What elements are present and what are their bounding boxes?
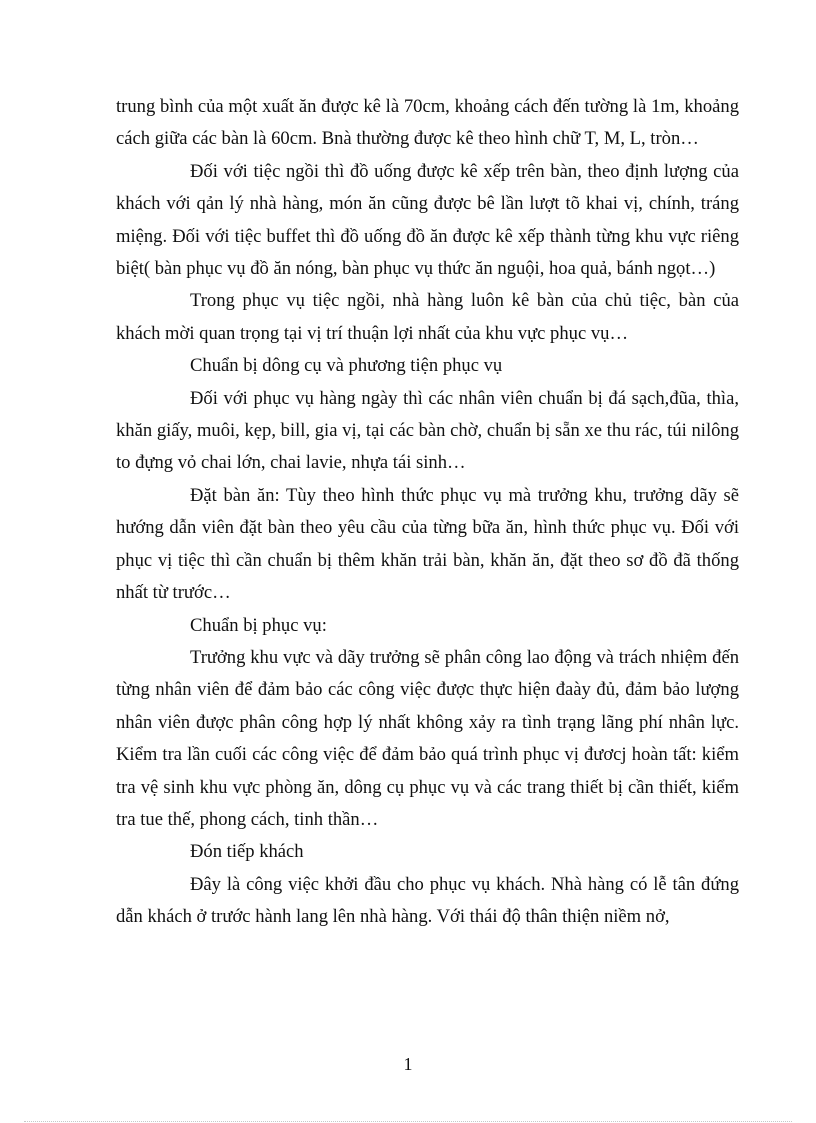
paragraph-daily-service-tools: Đối với phục vụ hàng ngày thì các nhân viên chuẩn bị đá sạch,đũa, thìa, khăn giấy, muôi, kẹp, bill, gia vị, tại các bàn chờ, chuẩn bị sẵn xe thu rác, túi nilông to đựng vỏ chai lớn, chai lavie, nhựa tái sinh… bbox=[116, 387, 739, 474]
paragraph-staff-assignment: Trưởng khu vực và dãy trưởng sẽ phân công lao động và trách nhiệm đến từng nhân viên để đảm bảo các công việc được thực hiện đaày đủ, đảm bảo lượng nhân viên được phân công hợp lý nhất không xảy ra tình trạng lãng phí nhân lực. Kiểm tra lần cuối các công việc để đảm bảo quá trình phục vị đươcj hoàn tất: kiểm tra vệ sinh khu vực phòng ăn, dông cụ phục vụ và các trang thiết bị cần thiết, kiểm tra tue thế, phong cách, tinh thần… bbox=[116, 646, 739, 830]
heading-tools-preparation: Chuẩn bị dông cụ và phương tiện phục vụ bbox=[190, 355, 503, 377]
paragraph-greeting-guests: Đây là công việc khởi đầu cho phục vụ khách. Nhà hàng có lễ tân đứng dẫn khách ở trước hành lang lên nhà hàng. Với thái độ thân thiện niềm nở, bbox=[116, 873, 739, 928]
page-bottom-divider bbox=[24, 1121, 792, 1122]
paragraph-table-setting: Đặt bàn ăn: Tùy theo hình thức phục vụ mà trưởng khu, trưởng dãy sẽ hướng dẫn viên đặt bàn theo yêu cầu của từng bữa ăn, hình thức phục vụ. Đối với phục vị tiệc thì cần chuẩn bị thêm khăn trải bàn, khăn ăn, đặt theo sơ đồ đã thống nhất từ trước… bbox=[116, 484, 739, 604]
heading-service-preparation: Chuẩn bị phục vụ: bbox=[190, 614, 327, 636]
paragraph-seating-layout: trung bình của một xuất ăn được kê là 70cm, khoảng cách đến tường là 1m, khoảng cách giữa các bàn là 60cm. Bnà thường được kê theo hình chữ T, M, L, tròn… bbox=[116, 96, 739, 150]
paragraph-seated-and-buffet: Đối với tiệc ngồi thì đồ uống được kê xếp trên bàn, theo định lượng của khách với qản lý nhà hàng, món ăn cũng được bê lần lượt tõ khai vị, chính, tráng miệng. Đối với tiệc buffet thì đồ uống đồ ăn được kê xếp thành từng khu vực riêng biệt( bàn phục vụ đồ ăn nóng, bàn phục vụ thức ăn nguội, hoa quả, bánh ngọt…) bbox=[116, 160, 739, 280]
body-text bbox=[116, 91, 739, 934]
page-number: 1 bbox=[403, 1054, 413, 1074]
heading-greeting-guests: Đón tiếp khách bbox=[190, 841, 304, 863]
paragraph-host-table: Trong phục vụ tiệc ngồi, nhà hàng luôn kê bàn của chủ tiệc, bàn của khách mời quan trọng tại vị trí thuận lợi nhất của khu vực phục vụ… bbox=[116, 290, 739, 344]
